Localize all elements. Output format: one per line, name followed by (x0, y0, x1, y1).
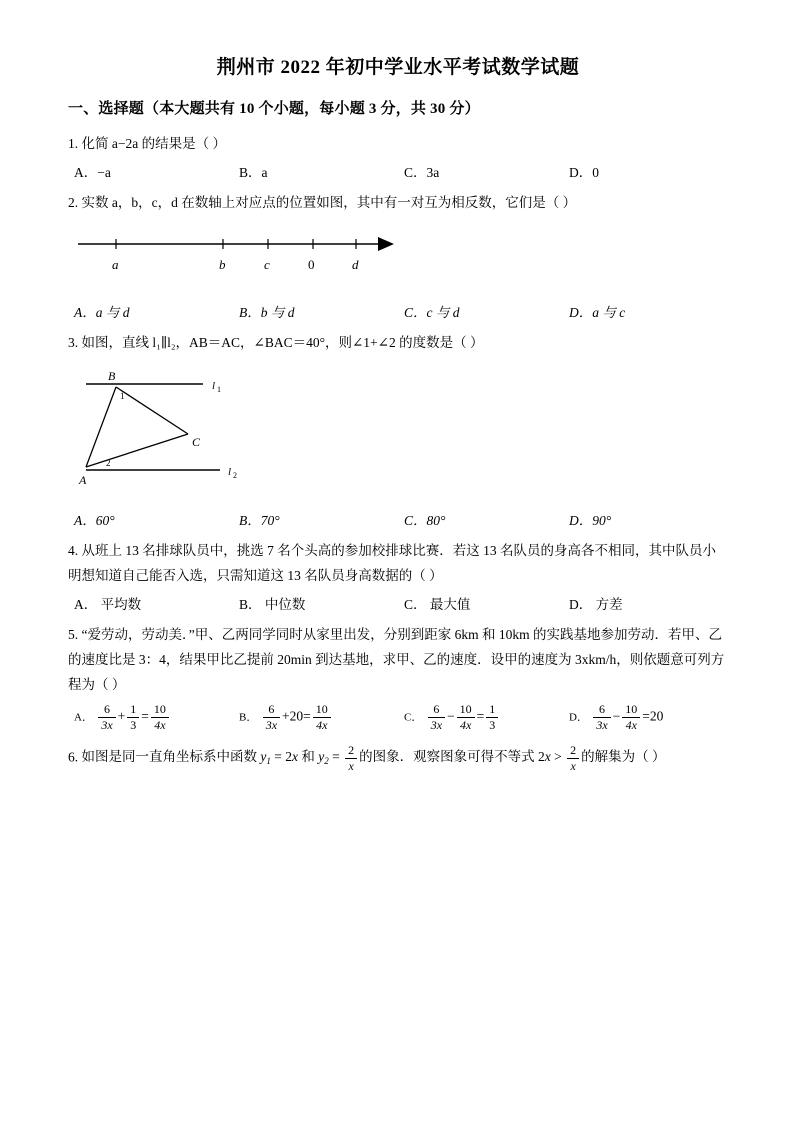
question-2-figure (68, 222, 728, 289)
triangle-parallel-lines-figure (68, 362, 288, 492)
svg-text:2: 2 (233, 470, 237, 480)
question-3-figure (68, 362, 728, 497)
svg-text:1: 1 (120, 390, 125, 401)
svg-text:l: l (212, 379, 216, 392)
question-3-options (68, 509, 728, 529)
option-b-label: B． (239, 711, 258, 724)
svg-text:A: A (79, 472, 87, 487)
option-a-label: A． (74, 711, 93, 724)
option-d[interactable]: D．a 与 c (569, 304, 626, 320)
question-4-stem: 从班上 13 名排球队员中，挑选 7 名个头高的参加校排球比赛．若这 13 名队员的身高各不相同，其中队员小明想知道自己能否入选，只需知道这 13 名队员身高数据的（ ） (68, 542, 716, 583)
svg-text:d: d (352, 256, 359, 272)
option-d[interactable]: D．0 (569, 164, 599, 180)
question-2 (68, 191, 728, 216)
question-1-stem: 化简 a−2a 的结果是（ ） (81, 136, 226, 151)
svg-text:a: a (112, 256, 119, 272)
page-title: 荆州市 2022 年初中学业水平考试数学试题 (216, 57, 580, 78)
question-4-options (68, 593, 728, 613)
option-c[interactable]: C． 最大值 (404, 596, 471, 612)
option-a[interactable]: A．−a (74, 164, 111, 180)
option-b[interactable]: B．b 与 d (239, 304, 295, 320)
option-d[interactable]: D． $\frac{6}{3x}$ − $\frac{10}{4x}$ =20 (569, 701, 664, 732)
question-4 (68, 539, 728, 589)
question-3-stem: 如图，直线 l₁∥l₂，AB＝AC，∠BAC＝40°，则∠1+∠2 的度数是（ ） (81, 334, 484, 350)
number-line-figure (68, 222, 408, 284)
option-a[interactable]: A． $\frac{6}{3x}$ + $\frac{1}{3}$ = $\frac{10}{4x}$ (68, 702, 239, 733)
svg-text:c: c (264, 256, 270, 272)
question-2-number: 2. (68, 194, 79, 210)
question-2-stem: 实数 a，b，c，d 在数轴上对应点的位置如图，其中有一对互为相反数，它们是（ ） (81, 194, 577, 210)
option-a[interactable]: A． 平均数 (74, 596, 142, 612)
question-5 (68, 623, 728, 698)
svg-text:1: 1 (217, 384, 221, 394)
option-c-label: C． (404, 711, 423, 724)
svg-text:l: l (228, 465, 232, 478)
option-b[interactable]: B．70° (239, 512, 280, 528)
question-4-number: 4. (68, 542, 79, 558)
question-5-number: 5. (68, 626, 79, 642)
option-c[interactable]: C． $\frac{6}{3x}$ − $\frac{10}{4x}$ = $\frac{1}{3}$ (404, 702, 569, 733)
svg-text:b: b (219, 256, 226, 272)
svg-text:2: 2 (106, 457, 111, 468)
option-b[interactable]: B．a (239, 164, 268, 180)
svg-text:C: C (192, 434, 201, 449)
section-heading: 一、选择题（本大题共有 10 个小题，每小题 3 分，共 30 分） (68, 101, 480, 117)
option-d[interactable]: D．90° (569, 512, 612, 528)
option-a[interactable]: A．60° (74, 512, 115, 528)
option-d[interactable]: D． 方差 (569, 596, 623, 612)
question-6 (68, 743, 728, 774)
option-c[interactable]: C．3a (404, 164, 440, 180)
svg-text:B: B (108, 368, 116, 383)
svg-text:0: 0 (308, 256, 315, 272)
option-b[interactable]: B． 中位数 (239, 596, 306, 612)
option-d-label: D． (569, 711, 588, 724)
question-2-options (68, 301, 728, 321)
question-6-number: 6. (68, 749, 79, 765)
page-content (68, 52, 728, 778)
question-6-stem: 如图是同一直角坐标系中函数 $y_1 = 2x$ 和 $y_2$ = $\frac{2}{x}$ 的图象．观察图象可得不等式 2x > $\frac{2}{x}$ 的解集为（ ） (81, 742, 666, 773)
option-b[interactable]: B． $\frac{6}{3x}$ +20= $\frac{10}{4x}$ (239, 702, 404, 733)
question-5-stem: “爱劳动，劳动美．”甲、乙两同学同时从家里出发，分别到距家 6km 和 10km 的实践基地参加劳动．若甲、乙的速度比是 3：4，结果甲比乙提前 20min 到达基地，求甲、乙的速度．设甲的速度为 3xkm/h，则依题意可列方程为（ ） (68, 626, 725, 692)
question-1-number: 1. (68, 136, 79, 151)
question-1 (68, 132, 728, 157)
question-3 (68, 331, 728, 356)
question-3-number: 3. (68, 334, 79, 350)
question-1-options (68, 161, 728, 181)
option-a[interactable]: A．a 与 d (74, 304, 130, 320)
question-5-options (68, 702, 728, 733)
option-c[interactable]: C．80° (404, 512, 446, 528)
option-c[interactable]: C．c 与 d (404, 304, 460, 320)
